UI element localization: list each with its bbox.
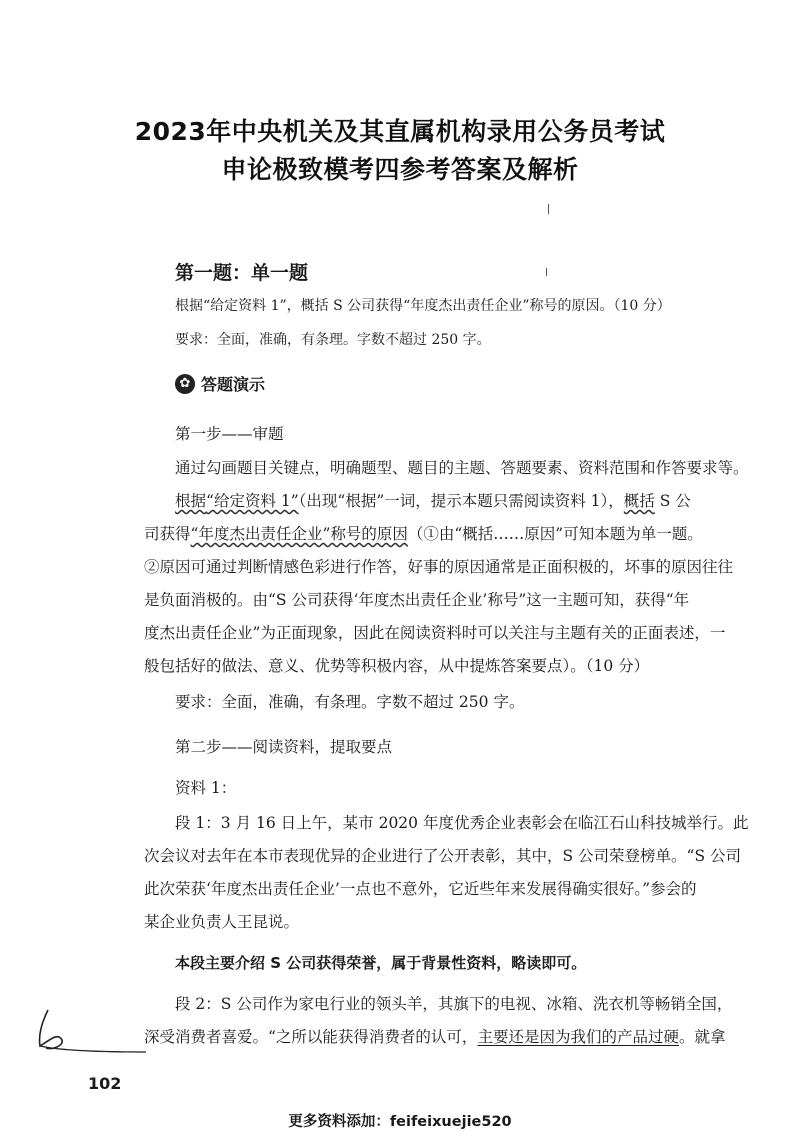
para1-line1: 段 1：3 月 16 日上午，某市 2020 年度优秀企业表彰会在临江石山科技城举行。此 — [175, 814, 749, 832]
step1-para-line1 — [175, 491, 691, 511]
para1-note: 本段主要介绍 S 公司获得荣誉，属于背景性资料，略读即可。 — [175, 954, 587, 972]
question-prompt: 根据“给定资料 1”，概括 S 公司获得“年度杰出责任企业”称号的原因。（10 分） — [175, 298, 671, 314]
question-requirement: 要求：全面，准确，有条理。字数不超过 250 字。 — [175, 332, 491, 348]
para1-line4: 某企业负责人王昆说。 — [144, 913, 300, 931]
footer-contact: 更多资料添加：feifeixuejie520 — [288, 1114, 512, 1130]
material-label: 资料 1： — [175, 779, 237, 797]
keyword-gaikuo: 概括 — [623, 492, 655, 510]
keyword-product: 主要还是因为我们的产品过硬 — [477, 1028, 679, 1046]
step1-requirement: 要求：全面，准确，有条理。字数不超过 250 字。 — [175, 693, 525, 711]
step1-para-line3: ②原因可通过判断情感色彩进行作答，好事的原因通常是正面积极的，坏事的原因往往 — [144, 558, 734, 576]
scan-speck — [548, 204, 549, 214]
document-title-line2: 申论极致模考四参考答案及解析 — [221, 155, 579, 184]
answer-demo-label: 答题演示 — [201, 375, 266, 394]
step1-text: 司获得 — [144, 525, 191, 543]
question-heading: 第一题：单一题 — [175, 262, 309, 284]
handwritten-mark — [28, 1000, 153, 1060]
annotation-text: （出现“根据”一词，提示本题只需阅读资料 1）， — [298, 492, 624, 510]
page-number: 102 — [88, 1074, 122, 1093]
para2-text: 深受消费者喜爱。“之所以能获得消费者的认可， — [144, 1028, 478, 1046]
para2-line2 — [144, 1027, 725, 1047]
para2-line1: 段 2：S 公司作为家电行业的领头羊，其旗下的电视、冰箱、洗衣机等畅销全国， — [175, 995, 733, 1013]
step1-intro: 通过勾画题目关键点，明确题型、题目的主题、答题要素、资料范围和作答要求等。 — [175, 459, 749, 477]
para1-line2: 次会议对去年在本市表现优异的企业进行了公开表彰，其中，S 公司荣登榜单。“S 公司 — [144, 847, 742, 865]
step1-title: 第一步——审题 — [175, 425, 284, 443]
step1-para-line5: 度杰出责任企业”为正面现象，因此在阅读资料时可以关注与主题有关的正面表述，一 — [144, 624, 726, 642]
step2-title: 第二步——阅读资料，提取要点 — [175, 738, 393, 756]
step1-text: S 公 — [654, 492, 691, 510]
keyword-topic: “年度杰出责任企业”称号的原因 — [190, 525, 408, 543]
step1-para-line2 — [144, 524, 703, 544]
annotation-text: （①由“概括……原因”可知本题为单一题。 — [407, 525, 703, 543]
sprout-icon: ✿ — [175, 374, 195, 394]
para1-line3: 此次荣获‘年度杰出责任企业’一点也不意外，它近些年来发展得确实很好。”参会的 — [144, 880, 697, 898]
answer-demo-heading — [175, 372, 265, 395]
step1-para-line6: 般包括好的做法、意义、优势等积极内容，从中提炼答案要点）。（10 分） — [144, 657, 650, 675]
scan-speck — [546, 268, 547, 276]
keyword-material: “给定资料 1” — [206, 492, 299, 510]
document-title-line1: 2023年中央机关及其直属机构录用公务员考试 — [134, 117, 666, 146]
keyword-genju: 根据 — [175, 492, 207, 510]
step1-para-line4: 是负面消极的。由“S 公司获得‘年度杰出责任企业’称号”这一主题可知，获得“年 — [144, 591, 690, 609]
para2-text: 。就拿 — [678, 1028, 726, 1046]
